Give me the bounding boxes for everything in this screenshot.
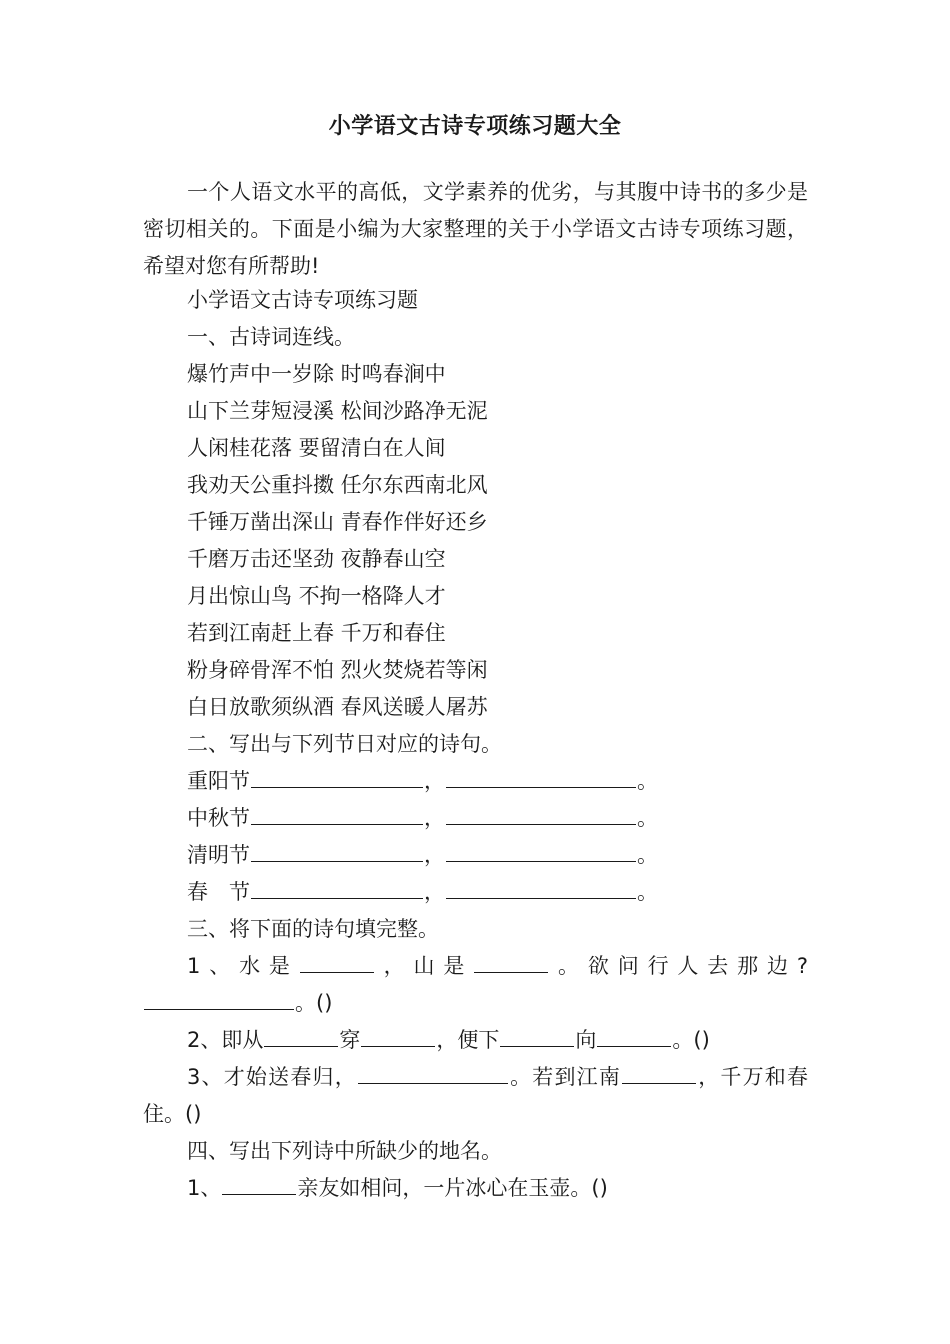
festival-row	[143, 874, 808, 911]
fill-question-1	[143, 948, 808, 1022]
page-title: 小学语文古诗专项练习题大全	[328, 114, 622, 139]
section-4-heading: 四、写出下列诗中所缺少的地名。	[187, 1139, 502, 1163]
poem-pair: 我劝天公重抖擞 任尔东西南北风	[187, 473, 488, 497]
poem-pair: 月出惊山鸟 不拘一格降人才	[187, 584, 446, 608]
place-question-1	[143, 1170, 808, 1207]
question-text: ，千万和春住。()	[143, 1065, 809, 1126]
question-text: ，山是	[374, 954, 474, 978]
question-text: 3、才始送春归，	[187, 1065, 357, 1089]
answer-blank[interactable]	[300, 948, 374, 973]
answer-blank[interactable]	[446, 800, 636, 825]
period: 。	[637, 769, 658, 793]
poem-pair: 山下兰芽短浸溪 松间沙路净无泥	[187, 399, 488, 423]
answer-blank[interactable]	[446, 837, 636, 862]
section-1-heading: 一、古诗词连线。	[187, 325, 355, 349]
comma: ，	[424, 769, 445, 793]
question-text: 。()	[672, 1028, 710, 1052]
answer-blank[interactable]	[500, 1022, 574, 1047]
period: 。	[637, 880, 658, 904]
question-text: 向	[575, 1028, 597, 1052]
intro-paragraph: 一个人语文水平的高低，文学素养的优劣，与其腹中诗书的多少是密切相关的。下面是小编为大家整理的关于小学语文古诗专项练习题，希望对您有所帮助!	[143, 180, 808, 278]
section-3-heading: 三、将下面的诗句填完整。	[187, 917, 439, 941]
answer-blank[interactable]	[222, 1170, 296, 1195]
question-text: 。若到江南	[508, 1065, 622, 1089]
comma: ，	[424, 843, 445, 867]
answer-blank[interactable]	[446, 874, 636, 899]
festival-row	[143, 763, 808, 800]
exercise-body	[143, 282, 808, 1207]
festival-row	[143, 800, 808, 837]
answer-blank[interactable]	[358, 1059, 508, 1084]
question-text: 1、水是	[187, 954, 299, 978]
fill-question-2	[143, 1022, 808, 1059]
poem-pair: 爆竹声中一岁除 时鸣春涧中	[187, 362, 446, 386]
comma: ，	[424, 880, 445, 904]
festival-label: 重阳节	[187, 769, 250, 793]
period: 。	[637, 806, 658, 830]
answer-blank[interactable]	[361, 1022, 435, 1047]
exercise-subtitle: 小学语文古诗专项练习题	[187, 288, 418, 312]
answer-blank[interactable]	[251, 874, 423, 899]
fill-question-3	[143, 1059, 808, 1133]
section-2-heading: 二、写出与下列节日对应的诗句。	[187, 732, 502, 756]
answer-blank[interactable]	[622, 1059, 696, 1084]
poem-pair: 千磨万击还坚劲 夜静春山空	[187, 547, 446, 571]
answer-blank[interactable]	[251, 837, 423, 862]
question-text: 穿	[339, 1028, 361, 1052]
festival-row	[143, 837, 808, 874]
question-text: 。()	[295, 991, 333, 1015]
poem-pair: 人闲桂花落 要留清白在人间	[187, 436, 446, 460]
festival-label: 清明节	[187, 843, 250, 867]
answer-blank[interactable]	[144, 985, 294, 1010]
poem-pair: 若到江南赶上春 千万和春住	[187, 621, 446, 645]
question-text: ，便下	[436, 1028, 500, 1052]
question-text: 。欲问行人去那边?	[549, 954, 808, 978]
answer-blank[interactable]	[597, 1022, 671, 1047]
poem-pair: 粉身碎骨浑不怕 烈火焚烧若等闲	[187, 658, 488, 682]
poem-pair: 白日放歌须纵酒 春风送暖人屠苏	[187, 695, 488, 719]
question-text: 1、	[187, 1176, 222, 1200]
answer-blank[interactable]	[446, 763, 636, 788]
festival-label: 春 节	[187, 880, 250, 904]
festival-label: 中秋节	[187, 806, 250, 830]
answer-blank[interactable]	[251, 800, 423, 825]
answer-blank[interactable]	[264, 1022, 338, 1047]
question-text: 2、即从	[187, 1028, 264, 1052]
answer-blank[interactable]	[251, 763, 423, 788]
period: 。	[637, 843, 658, 867]
poem-pair: 千锤万凿出深山 青春作伴好还乡	[187, 510, 488, 534]
answer-blank[interactable]	[474, 948, 548, 973]
question-text: 亲友如相问，一片冰心在玉壶。()	[297, 1176, 608, 1200]
comma: ，	[424, 806, 445, 830]
